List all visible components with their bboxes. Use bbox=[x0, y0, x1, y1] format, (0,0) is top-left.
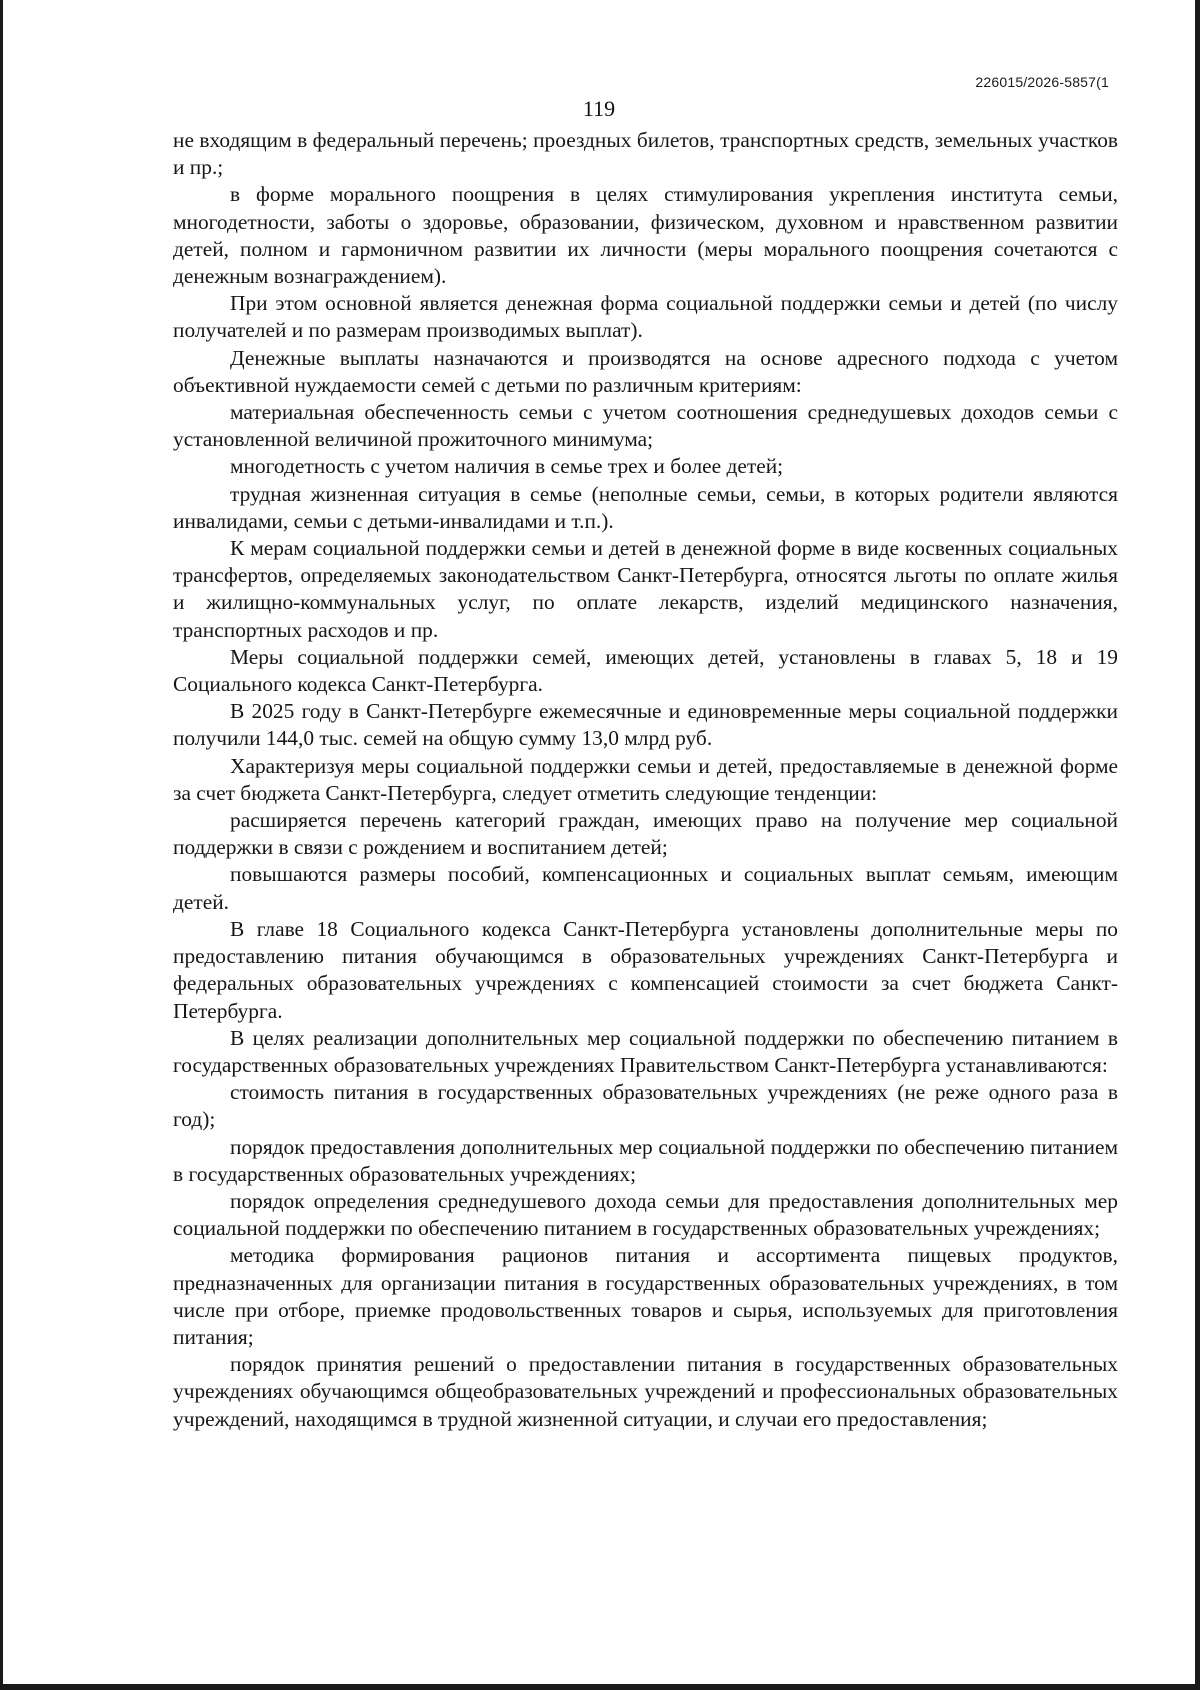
paragraph: стоимость питания в государственных образовательных учреждениях (не реже одного раза в год); bbox=[173, 1080, 1118, 1132]
paragraph: порядок определения среднедушевого дохода семьи для предоставления дополнительных мер социальной поддержки по обеспечению питанием в государственных образовательных учреждениях; bbox=[173, 1188, 1118, 1241]
paragraph: В целях реализации дополнительных мер социальной поддержки по обеспечению питанием в государственных образовательных учреждениях Правительством Санкт-Петербурга устанавливаются: bbox=[173, 1025, 1118, 1077]
paragraph: материальная обеспеченность семьи с учетом соотношения среднедушевых доходов семьи с установленной величиной прожиточного минимума; bbox=[173, 400, 1118, 452]
page-number: 119 bbox=[582, 96, 616, 121]
paragraph: В главе 18 Социального кодекса Санкт-Петербурга установлены дополнительные меры по предоставлению питания обучающимся в образовательных учреждениях Санкт-Петербурга и федеральных образовательных учреждениях с компенсацией стоимости за счет бюджета Санкт-Петербурга. bbox=[173, 916, 1118, 1023]
paragraph: порядок предоставления дополнительных мер социальной поддержки по обеспечению питанием в государственных образовательных учреждениях; bbox=[173, 1134, 1118, 1186]
paragraph: в форме морального поощрения в целях стимулирования укрепления института семьи, многодетности, заботы о здоровье, образовании, физическом, духовном и нравственном развитии детей, полном и гармоничном развитии их личности (меры морального поощрения сочетаются с денежным вознаграждением). bbox=[173, 182, 1118, 289]
paragraph: В 2025 году в Санкт-Петербурге ежемесячные и единовременные меры социальной поддержки получили 144,0 тыс. семей на общую сумму 13,0 млрд руб. bbox=[173, 699, 1118, 751]
paragraph: методика формирования рационов питания и ассортимента пищевых продуктов, предназначенных для организации питания в государственных образовательных учреждениях, в том числе при отборе, приемке продовольственных товаров и сырья, используемых для приготовления питания; bbox=[173, 1243, 1118, 1349]
paragraph: Меры социальной поддержки семей, имеющих детей, установлены в главах 5, 18 и 19 Социального кодекса Санкт-Петербурга. bbox=[173, 644, 1118, 697]
paragraph: При этом основной является денежная форма социальной поддержки семьи и детей (по числу получателей и по размерам производимых выплат). bbox=[173, 291, 1118, 343]
document-body bbox=[173, 127, 1118, 1433]
paragraph: Характеризуя меры социальной поддержки семьи и детей, предоставляемые в денежной форме за счет бюджета Санкт-Петербурга, следует отметить следующие тенденции: bbox=[173, 753, 1118, 805]
paragraph: порядок принятия решений о предоставлении питания в государственных образовательных учреждениях обучающимся общеобразовательных учреждений и профессиональных образовательных учреждений, находящимся в трудной жизненной ситуации, и случаи его предоставления; bbox=[173, 1352, 1118, 1431]
document-id: 226015/2026-5857(1 bbox=[975, 74, 1109, 90]
paragraph: Денежные выплаты назначаются и производятся на основе адресного подхода с учетом объективной нуждаемости семей с детьми по различным критериям: bbox=[173, 345, 1118, 397]
paragraph: К мерам социальной поддержки семьи и детей в денежной форме в виде косвенных социальных трансфертов, определяемых законодательством Санкт-Петербурга, относятся льготы по оплате жилья и жилищно-коммунальных услуг, по оплате лекарств, изделий медицинского назначения, транспортных расходов и пр. bbox=[173, 536, 1118, 642]
paragraph: расширяется перечень категорий граждан, имеющих право на получение мер социальной поддержки в связи с рождением и воспитанием детей; bbox=[173, 808, 1118, 860]
paragraph: многодетность с учетом наличия в семье трех и более детей; bbox=[230, 454, 784, 479]
paragraph: не входящим в федеральный перечень; проездных билетов, транспортных средств, земельных участков и пр.; bbox=[173, 128, 1118, 180]
paragraph: повышаются размеры пособий, компенсационных и социальных выплат семьям, имеющим детей. bbox=[173, 862, 1118, 914]
paragraph: трудная жизненная ситуация в семье (неполные семьи, семьи, в которых родители являются инвалидами, семьи с детьми-инвалидами и т.п.). bbox=[173, 481, 1118, 533]
